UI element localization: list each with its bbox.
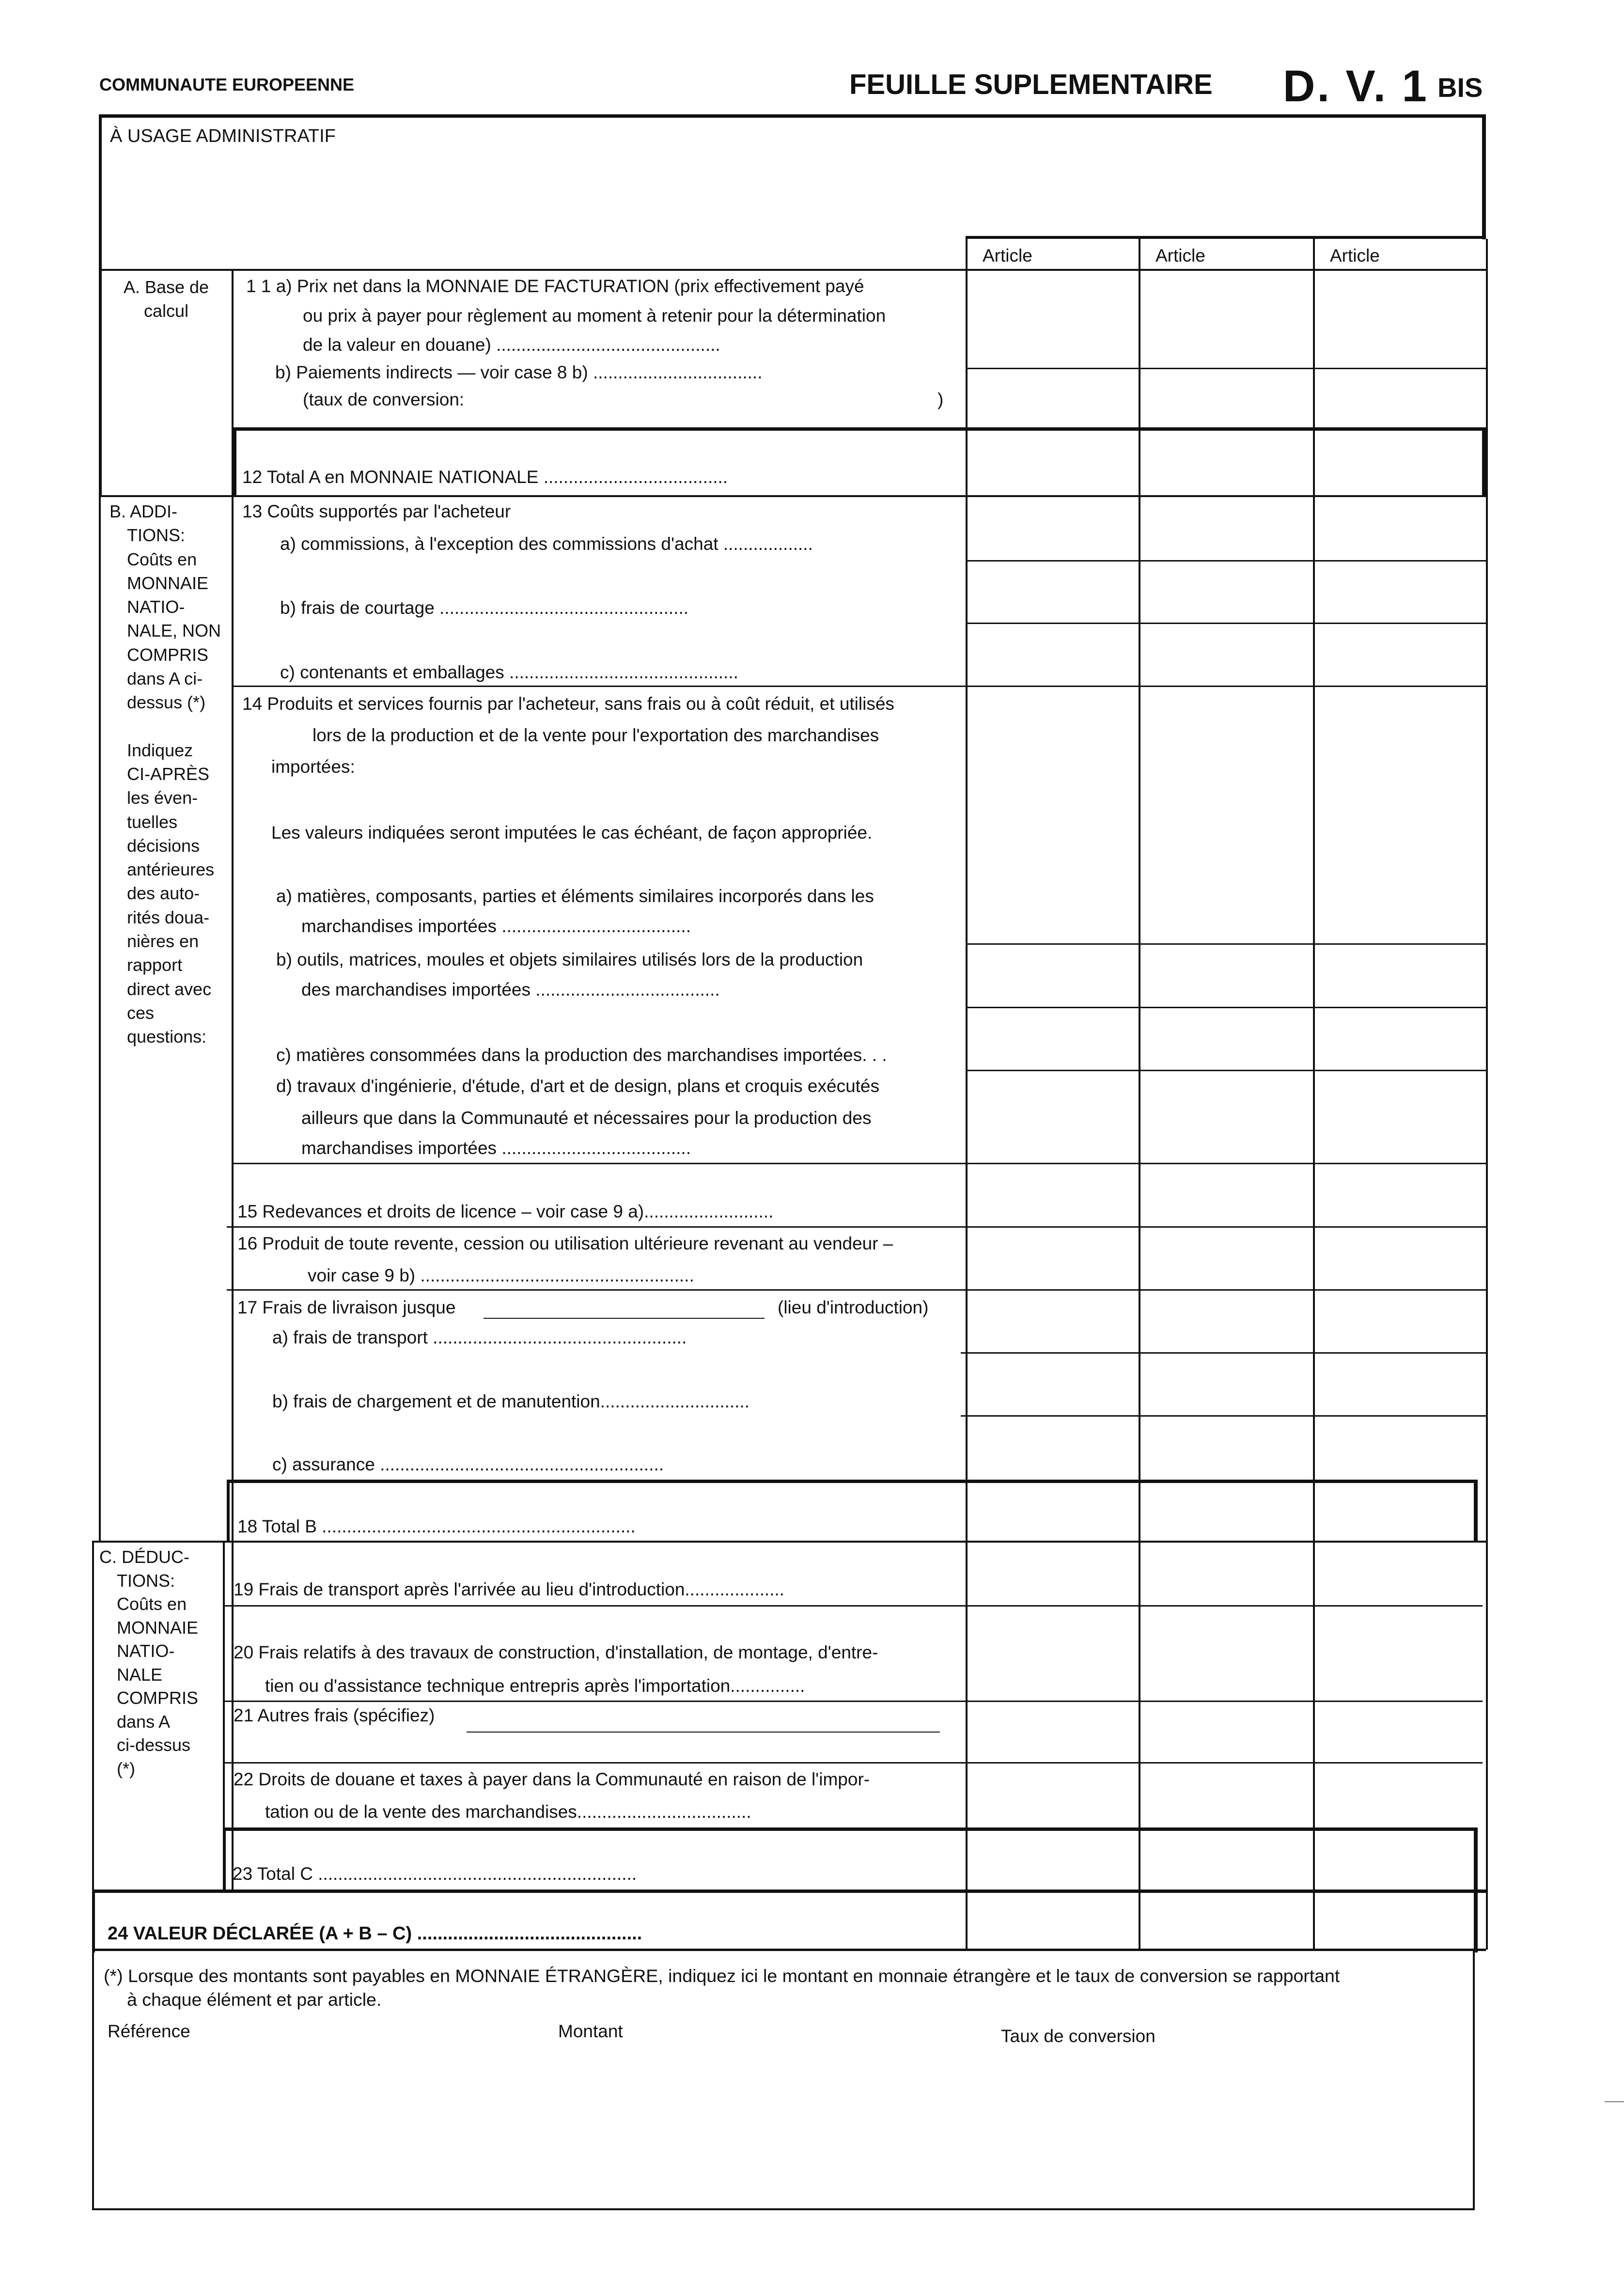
box15: 15 Redevances et droits de licence – voir case 9 a).......................... — [237, 1202, 774, 1221]
box19: 19 Frais de transport après l'arrivée au lieu d'introduction.................... — [234, 1579, 784, 1599]
box14-d-2: ailleurs que dans la Communauté et nécessaires pour la production des — [301, 1108, 872, 1128]
box16-line1: 16 Produit de toute revente, cession ou utilisation ultérieure revenant au vendeur – — [237, 1234, 893, 1253]
box14-a-1: a) matières, composants, parties et éléments similaires incorporés dans les — [276, 886, 874, 906]
section-b-label: B. ADDI- TIONS: Coûts en MONNAIE NATIO- NALE, NON COMPRIS dans A ci- dessus (*) Indiquez CI-APRÈS les éven- tuelles décisions antérieures des auto- rités doua- nières en rapport direct avec ces questions: — [109, 501, 221, 1047]
box24-left-thick — [92, 1890, 95, 1952]
box18-top-line — [227, 1480, 1477, 1483]
box13-a: a) commissions, à l'exception des commissions d'achat .................. — [280, 534, 813, 554]
article-header-3: Article — [1330, 246, 1380, 265]
footnote-bottom-border — [92, 2208, 1475, 2210]
box21: 21 Autres frais (spécifiez) — [234, 1705, 435, 1725]
box18-left-thick — [227, 1480, 230, 1543]
box18-total-b: 18 Total B ............................................................... — [237, 1516, 636, 1536]
footnote-amount-label: Montant — [558, 2021, 623, 2041]
article-header-line — [99, 269, 1488, 271]
box14-b-line — [966, 1007, 1486, 1008]
box14-d-1: d) travaux d'ingénierie, d'étude, d'art et de design, plans et croquis exécutés — [276, 1076, 880, 1096]
article-header-2: Article — [1156, 246, 1205, 265]
section-c-bottom — [92, 1890, 1486, 1893]
footnote-left-border — [92, 1949, 94, 2210]
box11-close-paren: ) — [937, 390, 944, 409]
frame-left-c — [92, 1541, 94, 1890]
box13-a-line — [966, 560, 1486, 562]
box23-right-thick — [1474, 1827, 1478, 1893]
box13-bottom — [232, 686, 1486, 687]
frame-left-upper — [99, 114, 102, 497]
box14-b-1: b) outils, matrices, moules et objets similaires utilisés lors de la production — [276, 950, 863, 969]
grid-col-2 — [1139, 236, 1140, 1950]
box13-c: c) contenants et emballages .............................................. — [280, 662, 738, 682]
grid-col-3 — [1313, 236, 1315, 1950]
section-c-label: C. DÉDUC- TIONS: Coûts en MONNAIE NATIO- NALE COMPRIS dans A ci-dessus (*) — [99, 1547, 199, 1779]
box19-bottom — [223, 1605, 1483, 1607]
box16-bottom — [227, 1289, 1486, 1291]
form-code: D. V. 1 — [1283, 62, 1429, 111]
box12-top-line — [234, 427, 1488, 431]
margin-mark — [1605, 2101, 1624, 2102]
article-header-1: Article — [983, 246, 1032, 265]
box17-b: b) frais de chargement et de manutention.............................. — [272, 1391, 750, 1411]
box24-declared-value: 24 VALEUR DÉCLARÉE (A + B – C) ............................................ — [108, 1923, 642, 1944]
box14-a-line — [966, 943, 1486, 945]
box20-bottom — [223, 1701, 1483, 1702]
box23-total-c: 23 Total C ................................................................ — [233, 1864, 637, 1884]
box15-bottom — [227, 1226, 1486, 1228]
box11-line5: (taux de conversion: — [303, 390, 465, 409]
sheet-title: FEUILLE SUPLEMENTAIRE — [849, 69, 1213, 100]
footnote-right-border — [1473, 1949, 1475, 2210]
box14-c-line — [966, 1070, 1486, 1071]
box17-place-line — [484, 1318, 765, 1319]
box14-line2: lors de la production et de la vente pour l'exportation des marchandises — [312, 725, 879, 745]
box20-line2: tien ou d'assistance technique entrepris après l'importation............... — [265, 1676, 805, 1696]
box20-line1: 20 Frais relatifs à des travaux de construction, d'installation, de montage, d'entre- — [234, 1642, 878, 1662]
box16-line2: voir case 9 b) ....................................................... — [308, 1265, 694, 1285]
box13-b-line — [966, 623, 1486, 624]
frame-top — [99, 114, 1485, 118]
frame-right-admin — [1482, 114, 1486, 239]
box17-a-line — [961, 1352, 1486, 1354]
box17-title-end: (lieu d'introduction) — [778, 1297, 929, 1317]
box11-split-line — [966, 368, 1486, 369]
box22-line1: 22 Droits de douane et taxes à payer dans la Communauté en raison de l'impor- — [234, 1769, 870, 1789]
box14-note: Les valeurs indiquées seront imputées le cas échéant, de façon appropriée. — [271, 823, 873, 843]
community-label: COMMUNAUTE EUROPEENNE — [99, 75, 355, 94]
box14-line1: 14 Produits et services fournis par l'acheteur, sans frais ou à coût réduit, et utilisés — [242, 694, 894, 714]
box14-c: c) matières consommées dans la production des marchandises importées. . . — [276, 1045, 887, 1065]
grid-col-1 — [966, 236, 968, 1950]
section-a-bottom — [99, 495, 1488, 497]
box14-d-3: marchandises importées ...................................... — [301, 1138, 691, 1158]
form-suffix: BIS — [1437, 72, 1483, 103]
box23-top-line — [223, 1827, 1477, 1831]
box11-line3: de la valeur en douane) ............................................. — [303, 335, 720, 355]
box21-bottom — [223, 1762, 1483, 1764]
box14-b-2: des marchandises importées ..................................... — [301, 980, 720, 999]
admin-label: À USAGE ADMINISTRATIF — [110, 126, 336, 146]
box17-b-line — [961, 1415, 1486, 1417]
footnote-reference-label: Référence — [108, 2021, 190, 2041]
box17-a: a) frais de transport ................................................... — [272, 1327, 687, 1347]
box14-line3: importées: — [271, 757, 355, 777]
box12-total-a: 12 Total A en MONNAIE NATIONALE ..................................... — [242, 467, 728, 487]
section-a-label: A. Base de calcul — [123, 277, 209, 321]
box11-line1: 1 1 a) Prix net dans la MONNAIE DE FACTURATION (prix effectivement payé — [246, 276, 864, 296]
box14-bottom — [232, 1163, 1486, 1164]
box11-line4: b) Paiements indirects — voir case 8 b) .................................. — [275, 362, 763, 382]
box12-left-thick — [234, 427, 236, 497]
box11-line2: ou prix à payer pour règlement au moment à retenir pour la détermination — [303, 306, 886, 326]
box13-title: 13 Coûts supportés par l'acheteur — [242, 501, 511, 521]
footnote-line1: (*) Lorsque des montants sont payables en MONNAIE ÉTRANGÈRE, indiquez ici le montant en monnaie étrangère et le taux de conversion se rapportant — [104, 1966, 1340, 1986]
footnote-rate-label: Taux de conversion — [1001, 2026, 1156, 2046]
box17-title: 17 Frais de livraison jusque — [237, 1297, 456, 1317]
box22-line2: tation ou de la vente des marchandises................................... — [265, 1802, 751, 1822]
box14-a-2: marchandises importées ...................................... — [301, 916, 691, 936]
box18-right-thick — [1474, 1480, 1478, 1543]
box24-bottom — [92, 1949, 1486, 1951]
box17-c: c) assurance ......................................................... — [272, 1454, 664, 1474]
box24-right-thick — [1474, 1890, 1478, 1952]
admin-bottom-line — [966, 236, 1486, 239]
box12-right-thick — [1482, 427, 1486, 497]
footnote-line2: à chaque élément et par article. — [127, 1989, 382, 2010]
box13-b: b) frais de courtage .................................................. — [280, 598, 689, 618]
frame-left-b — [99, 495, 101, 1541]
box23-left-thick — [223, 1827, 226, 1893]
section-b-bottom — [92, 1541, 1486, 1543]
box21-specify-line — [467, 1732, 940, 1733]
